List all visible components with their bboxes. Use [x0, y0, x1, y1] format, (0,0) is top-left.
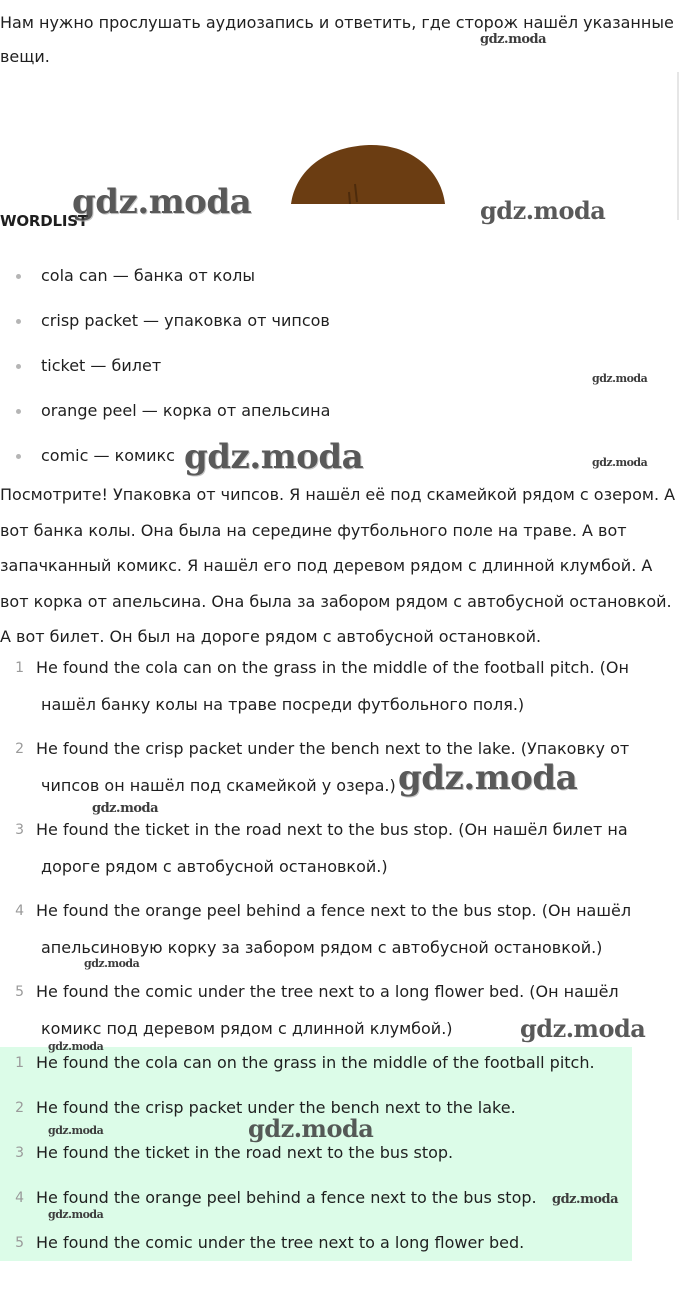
answer-number: 2	[15, 1100, 24, 1116]
watermark: gdz.moda	[48, 1208, 104, 1221]
bullet-icon	[16, 274, 21, 279]
watermark: gdz.moda	[48, 1040, 104, 1053]
answer-translation: апельсиновую корку за забором рядом с автобусной остановкой.)	[41, 938, 603, 957]
wordlist-entry: comic — комикс	[41, 446, 175, 465]
answer-translation: дороге рядом с автобусной остановкой.)	[41, 857, 388, 876]
watermark: gdz.moda	[72, 182, 252, 222]
final-answer: He found the orange peel behind a fence next to the bus stop.	[36, 1188, 537, 1207]
watermark: gdz.moda	[184, 437, 364, 477]
final-answer: He found the cola can on the grass in the middle of the football pitch.	[36, 1053, 595, 1072]
answer-line: He found the ticket in the road next to the bus stop. (Он нашёл билет на	[36, 820, 628, 839]
final-answer: He found the crisp packet under the bench next to the lake.	[36, 1098, 516, 1117]
watermark: gdz.moda	[592, 372, 648, 385]
answer-number: 3	[15, 1145, 24, 1161]
final-answer: He found the comic under the tree next to a long flower bed.	[36, 1233, 525, 1252]
wordlist-title: WORDLIST	[0, 212, 88, 230]
answer-translation: нашёл банку колы на траве посреди футбольного поля.)	[41, 695, 525, 714]
answer-number: 5	[15, 984, 24, 1000]
answer-number: 5	[15, 1235, 24, 1251]
watermark: gdz.moda	[520, 1014, 646, 1043]
watermark: gdz.moda	[592, 456, 648, 469]
brown-blob-image	[291, 144, 445, 204]
divider-line	[677, 72, 679, 220]
answer-translation: комикс под деревом рядом с длинной клумбой.)	[41, 1019, 453, 1038]
wordlist-entry: cola can — банка от колы	[41, 266, 256, 285]
wordlist-entry: crisp packet — упаковка от чипсов	[41, 311, 330, 330]
watermark: gdz.moda	[398, 758, 578, 798]
answer-number: 1	[15, 660, 24, 676]
answer-number: 1	[15, 1055, 24, 1071]
answer-line: He found the crisp packet under the bench next to the lake. (Упаковку от	[36, 739, 630, 758]
watermark: gdz.moda	[92, 801, 159, 816]
watermark: gdz.moda	[84, 957, 140, 970]
bullet-icon	[16, 319, 21, 324]
answer-number: 2	[15, 741, 24, 757]
bullet-icon	[16, 364, 21, 369]
wordlist-entry: orange peel — корка от апельсина	[41, 401, 331, 420]
answer-line: He found the comic under the tree next to a long flower bed. (Он нашёл	[36, 982, 619, 1001]
wordlist-entry: ticket — билет	[41, 356, 162, 375]
answer-translation: чипсов он нашёл под скамейкой у озера.)	[41, 776, 396, 795]
story-text: Посмотрите! Упаковка от чипсов. Я нашёл её под скамейкой рядом с озером. А вот банка колы. Она была на середине футбольного поле на траве. А вот запачканный комикс. Я нашёл его под деревом рядом с длинной клумбой. А вот корка от апельсина. Она была за забором рядом с автобусной остановкой. А вот билет. Он был на дороге рядом с автобусной остановкой.	[0, 485, 676, 646]
watermark: gdz.moda	[480, 196, 606, 225]
watermark: gdz.moda	[552, 1192, 619, 1207]
answer-line: He found the orange peel behind a fence next to the bus stop. (Он нашёл	[36, 901, 632, 920]
answer-number: 3	[15, 822, 24, 838]
answer-line: He found the cola can on the grass in the middle of the football pitch. (Он	[36, 658, 629, 677]
bullet-icon	[16, 454, 21, 459]
answer-number: 4	[15, 903, 24, 919]
answer-number: 4	[15, 1190, 24, 1206]
watermark: gdz.moda	[248, 1114, 374, 1143]
intro-text: Нам нужно прослушать аудиозапись и ответить, где сторож нашёл указанные вещи.	[0, 13, 674, 66]
bullet-icon	[16, 409, 21, 414]
watermark: gdz.moda	[480, 32, 547, 47]
final-answer: He found the ticket in the road next to the bus stop.	[36, 1143, 454, 1162]
watermark: gdz.moda	[48, 1124, 104, 1137]
